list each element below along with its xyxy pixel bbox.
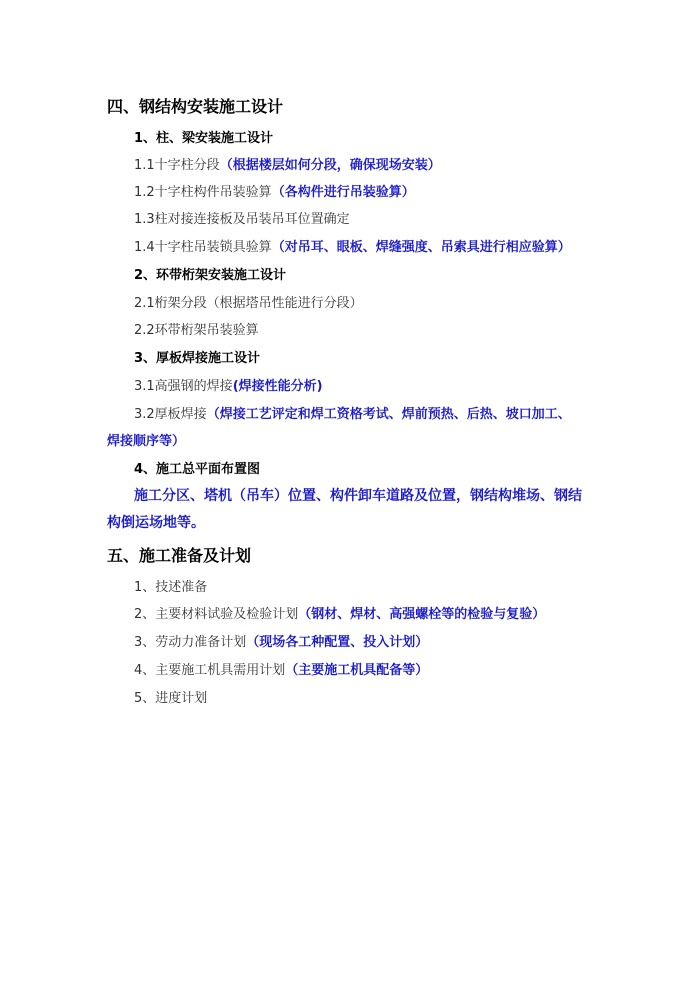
subsection-2-title: 2、环带桁架安装施工设计: [134, 268, 287, 283]
item-text: 3.1高强钢的焊接: [134, 379, 233, 394]
item-text: 2.1桁架分段（根据塔吊性能进行分段）: [134, 296, 363, 311]
subsection-1-title: 1、柱、梁安装施工设计: [134, 131, 274, 146]
list-item: [134, 659, 428, 678]
list-item: [134, 403, 571, 422]
list-item: [134, 319, 259, 338]
subsection-3-title: 3、厚板焊接施工设计: [134, 351, 261, 366]
item-note: （对吊耳、眼板、焊缝强度、吊索具进行相应验算）: [271, 240, 571, 255]
item-note: （根据楼层如何分段，确保现场安装）: [219, 158, 441, 173]
item-note: （焊接工艺评定和焊工资格考试、焊前预热、后热、坡口加工、: [206, 407, 571, 422]
item-text: 1、技述准备: [134, 580, 208, 595]
item-text: 2.2环带桁架吊装验算: [134, 323, 259, 338]
item-text: 1.2十字柱构件吊装验算: [134, 185, 272, 200]
list-item: [134, 687, 207, 706]
item-text: 5、进度计划: [134, 691, 208, 706]
layout-paragraph-line-1: 施工分区、塔机（吊车）位置、构件卸车道路及位置，钢结构堆场、钢结: [134, 488, 582, 504]
item-text: 4、主要施工机具需用计划: [134, 663, 286, 678]
item-note: （主要施工机具配备等）: [285, 663, 429, 678]
item-note: （各构件进行吊装验算）: [271, 185, 415, 200]
layout-paragraph-line-2: 构倒运场地等。: [107, 515, 205, 531]
item-note: 焊接顺序等）: [107, 434, 186, 449]
list-item: [134, 154, 441, 173]
list-item: [134, 292, 363, 311]
list-item: [134, 631, 428, 650]
list-item: [134, 236, 571, 255]
item-note: (焊接性能分析): [232, 379, 323, 394]
item-text: 1.4十字柱吊装锁具验算: [134, 240, 272, 255]
list-item: [134, 576, 207, 595]
item-note: （现场各工种配置、投入计划）: [246, 635, 429, 650]
section-4-title: 四、钢结构安装施工设计: [107, 97, 284, 116]
item-text: 2、主要材料试验及检验计划: [134, 607, 299, 622]
list-item: [134, 181, 415, 200]
section-5-title: 五、施工准备及计划: [107, 546, 252, 565]
subsection-4-title: 4、施工总平面布置图: [134, 462, 261, 477]
item-note: （钢材、焊材、高强螺栓等的检验与复验）: [298, 607, 546, 622]
list-item: [134, 375, 323, 394]
item-text: 1.1十字柱分段: [134, 158, 220, 173]
list-item-continuation: [107, 430, 185, 449]
list-item: [134, 603, 545, 622]
item-text: 3.2厚板焊接: [134, 407, 207, 422]
item-text: 1.3柱对接连接板及吊装吊耳位置确定: [134, 212, 350, 227]
item-text: 3、劳动力准备计划: [134, 635, 247, 650]
list-item: [134, 208, 350, 227]
